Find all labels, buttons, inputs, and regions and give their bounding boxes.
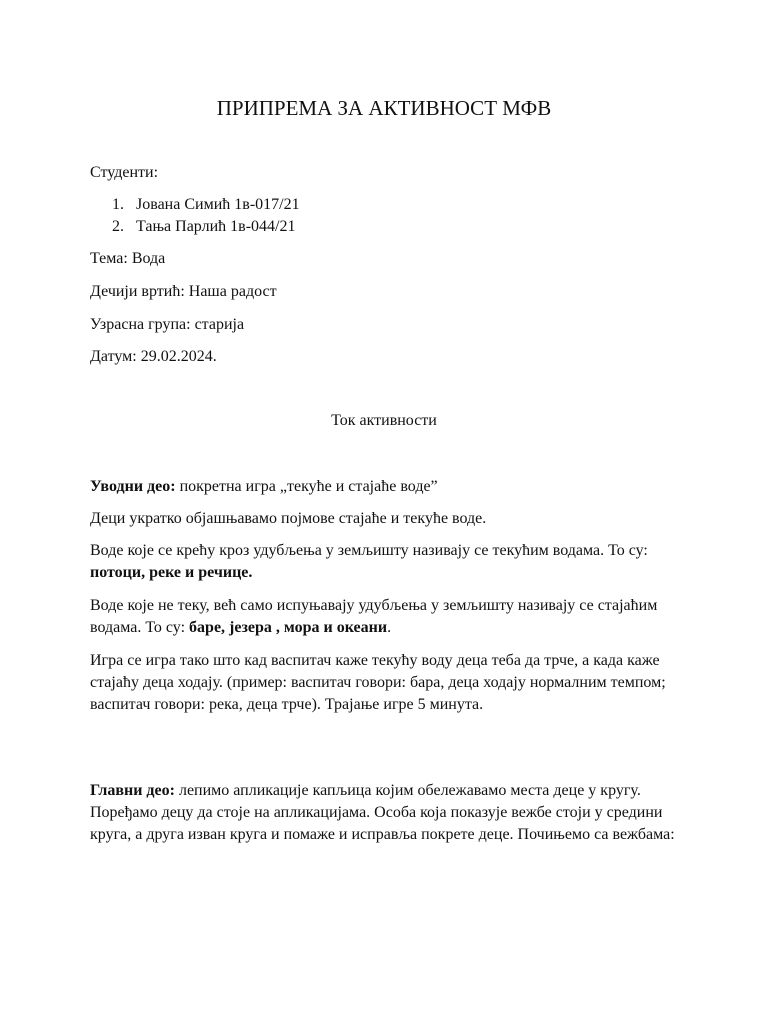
list-number: 1.	[112, 196, 124, 213]
running-water-paragraph	[90, 540, 675, 584]
students-label: Студенти:	[90, 164, 159, 181]
student-name: Јована Симић 1в-017/21	[136, 196, 300, 213]
list-number: 2.	[112, 218, 124, 235]
still-water-examples: баре, језера , мора и океани	[189, 619, 388, 637]
main-part-text: лепимо апликације капљица којим обележавамо места деце у кругу. Поређамо децу да стоје на апликацијама. Особа која показује вежбе стоји у средини круга, а друга изван круга и помаже и исправља покрете деце. Почињемо са вежбама:	[90, 782, 675, 844]
date-line: Датум: 29.02.2024.	[90, 348, 217, 365]
game-rules-paragraph: Игра се игра тако што кад васпитач каже текућу воду деца теба да трче, а када каже стајаћу деца ходају. (пример: васпитач говори: бара, деца ходају нормалним темпом; васпитач говори: река, деца трче). Трајање игре 5 минута.	[90, 652, 666, 714]
student-list-item	[112, 216, 295, 238]
intro-text: покретна игра „текуће и стајаће воде”	[175, 478, 438, 495]
explain-paragraph: Деци укратко објашњавамо појмове стајаће и текуће воде.	[90, 510, 487, 527]
still-water-text: Воде које не теку, већ само испуњавају удубљења у земљишту називају се стајаћим водама. То су:	[90, 597, 658, 637]
age-group-line: Узрасна група: старија	[90, 316, 245, 333]
running-water-examples: потоци, реке и речице.	[90, 564, 253, 582]
kindergarten-line: Дечији вртић: Наша радост	[90, 283, 277, 300]
section-heading: Ток активности	[331, 412, 437, 429]
still-water-end: .	[387, 619, 392, 637]
still-water-paragraph	[90, 595, 675, 639]
student-list-item	[112, 194, 300, 216]
main-part-label: Главни део:	[90, 782, 175, 799]
intro-label: Уводни део:	[90, 478, 176, 495]
student-name: Тања Парлић 1в-044/21	[136, 218, 296, 235]
main-part-paragraph	[90, 780, 675, 847]
topic-line: Тема: Вода	[90, 250, 166, 267]
running-water-text: Воде које се крећу кроз удубљења у земљишту називају се текућим водама. То су:	[90, 542, 648, 559]
intro-paragraph	[90, 476, 675, 498]
document-title: ПРИПРЕМА ЗА АКТИВНОСТ МФВ	[216, 96, 552, 120]
